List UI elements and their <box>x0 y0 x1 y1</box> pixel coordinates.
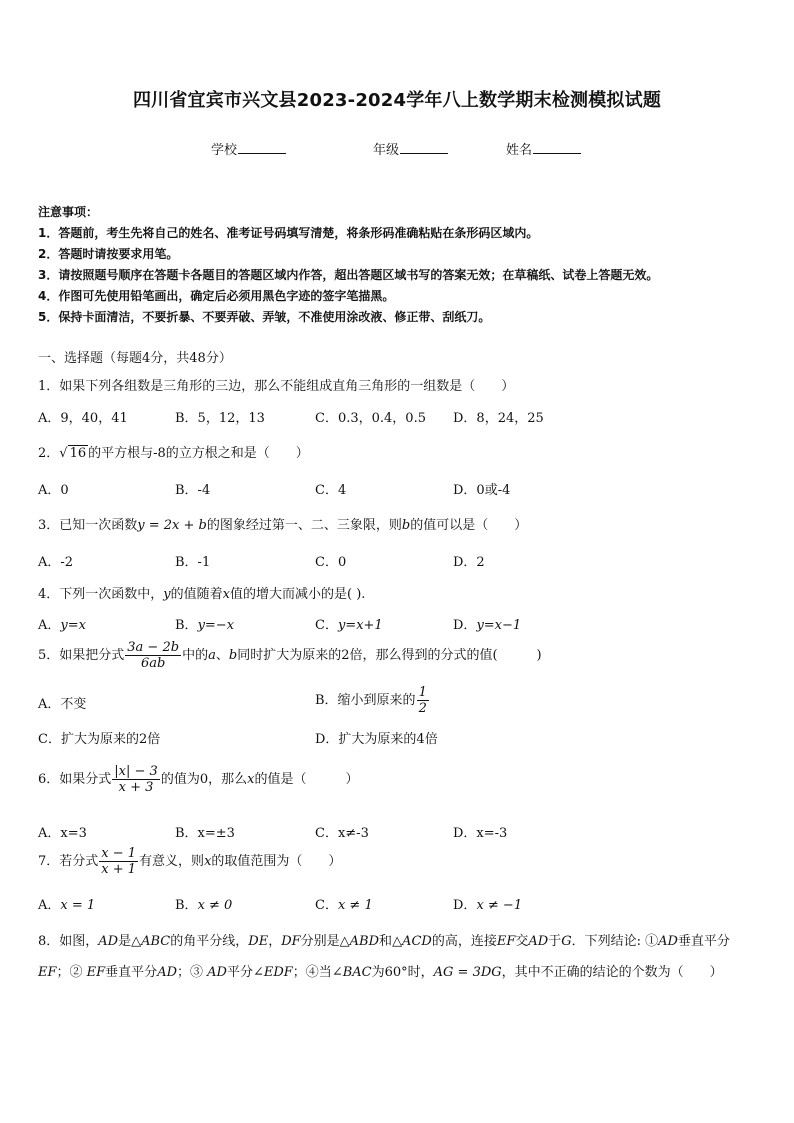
q4-text-post: 值的增大而减小的是( ). <box>230 587 366 602</box>
q4-option-c-label: C． <box>315 618 338 633</box>
q8-math: AD <box>98 934 119 949</box>
grade-label: 年级 <box>373 143 400 158</box>
q8-math: AD <box>157 965 177 980</box>
q7-text-post: 的取值范围为（ ） <box>211 854 342 869</box>
q2-option-d[interactable]: D．0或-4 <box>453 483 511 498</box>
q7-text-mid: 有意义，则 <box>139 854 205 869</box>
q5-numerator: 3a − 2b <box>127 640 180 655</box>
q5-option-b-num: 1 <box>418 685 427 700</box>
q6-option-d[interactable]: D．x=-3 <box>453 826 508 841</box>
q8-math: AD <box>658 934 678 949</box>
q4-option-d-expr: y=x−1 <box>476 618 522 633</box>
q5-separator: 、 <box>215 648 229 663</box>
q8-text: 和 <box>379 934 393 949</box>
q8-text: 交 <box>515 934 529 949</box>
q7-var-x: x <box>204 854 212 869</box>
question-5-options-row1 <box>38 685 758 721</box>
q8-math: DE <box>248 934 269 949</box>
q8-text: ， <box>268 934 282 949</box>
question-5-stem <box>38 640 542 671</box>
q7-option-c-label: C． <box>315 898 338 913</box>
q2-radicand: 16 <box>69 446 87 461</box>
q4-var-x: x <box>222 587 230 602</box>
question-2-stem <box>38 442 309 461</box>
school-field <box>211 139 286 158</box>
question-2-options <box>38 479 758 499</box>
question-6-options <box>38 822 758 842</box>
q7-option-d-expr: x ≠ −1 <box>476 898 523 913</box>
q5-text-mid: 中的 <box>182 648 209 663</box>
q8-math: G <box>561 934 572 949</box>
q7-option-c-expr: x ≠ 1 <box>337 898 373 913</box>
note-item: 2．答题时请按要求用笔。 <box>38 247 179 261</box>
q5-option-d[interactable]: D．扩大为原来的4倍 <box>315 732 438 747</box>
page-title: 四川省宜宾市兴文县2023-2024学年八上数学期末检测模拟试题 <box>132 90 662 111</box>
q7-option-b-expr: x ≠ 0 <box>197 898 233 913</box>
q5-var-a: a <box>208 648 216 663</box>
q8-text: ，其中不正确的结论的个数为（ ） <box>501 965 723 980</box>
note-item: 5．保持卡面清洁，不要折暴、不要弄破、弄皱，不准使用涂改液、修正带、刮纸刀。 <box>38 310 491 324</box>
note-item: 3．请按照题号顺序在答题卡各题目的答题区域内作答，超出答题区域书写的答案无效；在草稿纸、试卷上答题无效。 <box>38 268 659 282</box>
name-blank[interactable] <box>533 141 581 154</box>
q7-option-a-label: A． <box>38 898 61 913</box>
q2-option-b[interactable]: B．-4 <box>175 483 211 498</box>
q8-math: AG = 3DG <box>433 965 502 980</box>
q4-option-b[interactable] <box>175 614 234 633</box>
q3-option-a[interactable]: A．-2 <box>38 555 74 570</box>
q7-option-d[interactable] <box>453 894 522 913</box>
q6-option-a[interactable]: A．x=3 <box>38 826 87 841</box>
q8-math: EF <box>496 934 516 949</box>
q7-option-b-label: B． <box>175 898 198 913</box>
q3-option-d[interactable]: D．2 <box>453 555 485 570</box>
q3-option-c[interactable]: C．0 <box>315 555 347 570</box>
q4-option-c[interactable] <box>315 614 383 633</box>
q8-math: △ABD <box>339 934 380 949</box>
q8-math: △ABC <box>131 934 171 949</box>
note-item: 1．答题前，考生先将自己的姓名、准考证号码填写清楚，将条形码准确粘贴在条形码区域内。 <box>38 226 539 240</box>
q1-option-d[interactable]: D．8，24，25 <box>453 411 544 426</box>
q1-option-a[interactable]: A．9，40，41 <box>38 411 128 426</box>
q8-math: AD <box>528 934 549 949</box>
q7-option-d-label: D． <box>453 898 477 913</box>
q8-text: ；④当 <box>292 965 332 980</box>
notes-block <box>38 202 658 328</box>
q4-text-pre: 4．下列一次函数中， <box>38 587 164 602</box>
q7-fraction <box>99 846 138 877</box>
question-1-options <box>38 407 758 427</box>
q3-text-mid: 的图象经过第一、二、三象限，则 <box>206 518 402 533</box>
q6-fraction <box>112 764 160 795</box>
q3-expr: y = 2x + b <box>137 518 207 533</box>
question-1-stem: 1．如果下列各组数是三角形的三边，那么不能组成直角三角形的一组数是（ ） <box>38 379 515 394</box>
q8-math: EF <box>86 965 106 980</box>
note-item: 4．作图可先使用铅笔画出，确定后必须用黑色字迹的签字笔描黑。 <box>38 289 395 303</box>
q6-text-pre: 6．如果分式 <box>38 772 112 787</box>
q8-text: 的角平分线， <box>170 934 249 949</box>
q5-fraction <box>125 640 181 671</box>
q5-text-post: 同时扩大为原来的2倍，那么得到的分式的值( ) <box>237 648 542 663</box>
name-field <box>506 139 581 158</box>
q6-option-c[interactable]: C．x≠-3 <box>315 826 369 841</box>
q8-text: 于 <box>548 934 562 949</box>
section-heading: 一、选择题（每题4分，共48分） <box>38 351 232 366</box>
q4-option-a-expr: y=x <box>60 618 86 633</box>
q8-text: 的高，连接 <box>431 934 497 949</box>
q7-numerator: x − 1 <box>101 846 137 861</box>
q8-text: ；③ <box>177 965 208 980</box>
q4-text-mid: 的值随着 <box>170 587 223 602</box>
notes-heading: 注意事项： <box>38 205 99 219</box>
q6-var-x: x <box>247 772 255 787</box>
school-blank[interactable] <box>238 141 286 154</box>
q5-option-b[interactable] <box>315 685 430 716</box>
q7-option-b[interactable] <box>175 894 232 913</box>
q8-text: 分别是 <box>300 934 340 949</box>
q5-option-a[interactable]: A．不变 <box>38 697 87 712</box>
q8-math: △ACD <box>392 934 432 949</box>
q8-math: ∠EDF <box>252 965 293 980</box>
q8-text: 平分 <box>226 965 253 980</box>
q4-option-c-expr: y=x+1 <box>337 618 383 633</box>
q8-text: 8．如图， <box>38 934 99 949</box>
question-8-stem <box>38 926 760 988</box>
question-3-stem <box>38 514 527 533</box>
q7-option-a-expr: x = 1 <box>60 898 96 913</box>
q4-var-y: y <box>163 587 171 602</box>
q5-option-b-den: 2 <box>418 701 427 716</box>
q4-option-a[interactable] <box>38 614 86 633</box>
grade-field <box>373 139 448 158</box>
q8-text: ；② <box>56 965 87 980</box>
question-5-options-row2 <box>38 728 758 748</box>
q5-text-pre: 5．如果把分式 <box>38 648 125 663</box>
q2-option-c[interactable]: C．4 <box>315 483 347 498</box>
q5-var-b: b <box>228 648 238 663</box>
question-3-options <box>38 551 758 571</box>
q3-text-pre: 3．已知一次函数 <box>38 518 138 533</box>
school-label: 学校 <box>211 143 238 158</box>
grade-blank[interactable] <box>400 141 448 154</box>
q4-option-a-label: A． <box>38 618 61 633</box>
q8-text: 是 <box>118 934 132 949</box>
q6-numerator: |x| − 3 <box>114 764 158 779</box>
q2-text: 的平方根与-8的立方根之和是（ ） <box>88 446 309 461</box>
q6-denominator: x + 3 <box>118 780 154 795</box>
q3-var: b <box>401 518 411 533</box>
question-4-options <box>38 614 758 634</box>
q4-option-b-label: B． <box>175 618 198 633</box>
q4-option-d-label: D． <box>453 618 477 633</box>
q5-option-c[interactable]: C．扩大为原来的2倍 <box>38 732 161 747</box>
q8-math: EF <box>38 965 57 980</box>
q3-text-post: 的值可以是（ ） <box>410 518 528 533</box>
q6-text-post: 的值是（ ） <box>254 772 359 787</box>
question-4-stem <box>38 583 365 602</box>
q6-option-b[interactable]: B．x=±3 <box>175 826 235 841</box>
q2-number: 2． <box>38 446 60 461</box>
q1-option-c[interactable]: C．0.3，0.4，0.5 <box>315 411 426 426</box>
q1-option-b[interactable]: B．5，12，13 <box>175 411 265 426</box>
name-label: 姓名 <box>506 143 533 158</box>
q8-text: 垂直平分 <box>105 965 158 980</box>
sqrt-symbol: √ 16 <box>59 446 87 461</box>
q2-option-a[interactable]: A．0 <box>38 483 69 498</box>
q8-text: 垂直平分 <box>677 934 730 949</box>
q8-math: DF <box>281 934 301 949</box>
question-7-stem <box>38 846 341 877</box>
q3-option-b[interactable]: B．-1 <box>175 555 211 570</box>
q8-text: 为60°时， <box>371 965 434 980</box>
q7-option-a[interactable] <box>38 894 95 913</box>
q4-option-d[interactable] <box>453 614 521 633</box>
q5-option-b-fraction <box>417 685 429 716</box>
q5-option-b-text: B．缩小到原来的 <box>315 693 416 708</box>
q7-option-c[interactable] <box>315 894 373 913</box>
q5-denominator: 6ab <box>141 656 166 671</box>
question-6-stem <box>38 764 358 795</box>
q7-denominator: x + 1 <box>101 862 137 877</box>
q6-text-mid: 的值为0，那么 <box>160 772 248 787</box>
q4-option-b-expr: y=−x <box>197 618 235 633</box>
q8-text: ．下列结论: ① <box>571 934 659 949</box>
q8-math: ∠BAC <box>331 965 372 980</box>
q8-math: AD <box>207 965 227 980</box>
q7-text-pre: 7．若分式 <box>38 854 99 869</box>
question-7-options <box>38 894 758 914</box>
